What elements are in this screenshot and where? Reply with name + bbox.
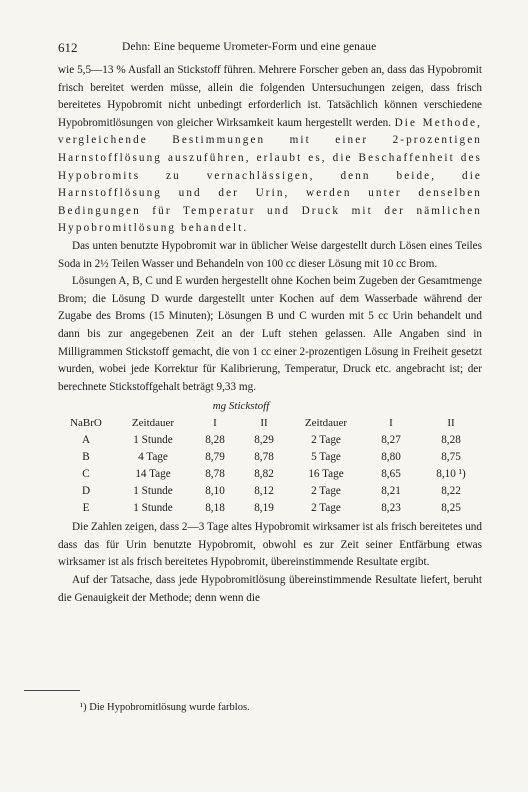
table-cell: 8,21: [381, 485, 401, 498]
table-header-cell: II: [260, 417, 268, 430]
table-group-header-row: [58, 398, 482, 415]
paragraph-1: [58, 62, 482, 238]
table-cell: 1 Stunde: [133, 502, 173, 515]
table-cell: 8,28: [205, 434, 225, 447]
paragraph-4: Die Zahlen zeigen, dass 2—3 Tage altes Hypobromit wirksamer ist als frisch bereitetes und dass das für Urin benutzte Hypobromit, obwohl es zur Zeit seiner Entfärbung etwas wirksamer ist als frisch bereitetes Hypobromit, übereinstimmende Resultate ergibt.: [58, 521, 482, 569]
table-cell: 4 Tage: [138, 451, 168, 464]
table-cell: C: [82, 468, 90, 481]
running-header: [58, 40, 482, 62]
results-table: [58, 398, 482, 517]
table-cell: 14 Tage: [135, 468, 171, 481]
table-cell: 2 Tage: [311, 434, 341, 447]
table-cell: 8,18: [205, 502, 225, 515]
table-group-header: mg Stickstoff: [212, 400, 270, 413]
table-body: [58, 432, 482, 517]
table-header-cell: Zeitdauer: [304, 417, 348, 430]
paragraph-1-spaced-text: Die Methode, vergleichende Bestimmungen mit einer 2-prozentigen Harnstofflösung auszuführen, erlaubt es, die Beschaffenheit des Hypobromits zu vernachlässigen, denn beide, die Harnstofflösung und der Urin, werden unter denselben Bedingungen für Temperatur und Druck mit der nämlichen Hypobromitlösung behandelt.: [58, 116, 483, 235]
table-cell: 8,78: [205, 468, 225, 481]
table-cell: 16 Tage: [308, 468, 344, 481]
table-cell: 8,27: [381, 434, 401, 447]
table-header-cell: I: [213, 417, 217, 430]
table-cell: 8,10: [205, 485, 225, 498]
table-header-cell: NaBrO: [70, 417, 102, 430]
table-cell: 8,23: [381, 502, 401, 515]
table-row: [58, 449, 482, 466]
table-header-cell: Zeitdauer: [131, 417, 175, 430]
table-cell: A: [81, 434, 91, 447]
table-cell: 8,78: [254, 451, 274, 464]
table-cell: 8,65: [381, 468, 401, 481]
table-cell: 8,12: [254, 485, 274, 498]
table-cell: 8,75: [441, 451, 461, 464]
body-text: [58, 62, 482, 607]
paragraph-3: Lösungen A, B, C und E wurden hergestellt ohne Kochen beim Zugeben der Gesamtmenge Brom; die Lösung D wurde dargestellt unter Kochen auf dem Wasserbade während der Zugabe des Broms (15 Minuten); Lösungen B und C wurden mit 5 cc Urin behandelt und dann bis zur angegebenen Zeit an der Luft stehen gelassen. Alle Angaben sind in Milligrammen Stickstoff gemacht, die von 1 cc einer 2-prozentigen Lösung in Freiheit gesetzt wurden, wobei jede Korrektur für Kalibrierung, Temperatur, Druck etc. angebracht ist; der berechnete Stickstoffgehalt beträgt 9,33 mg.: [58, 275, 482, 393]
table-row: [58, 500, 482, 517]
paragraph-2: Das unten benutzte Hypobromit war in üblicher Weise dargestellt durch Lösen eines Teiles Soda in 2½ Teilen Wasser und Behandeln von 100 cc dieser Lösung mit 10 cc Brom.: [58, 239, 482, 270]
table-cell: 8,80: [381, 451, 401, 464]
table-cell: 2 Tage: [311, 502, 341, 515]
table-cell: E: [82, 502, 90, 515]
table-cell: 8,79: [205, 451, 225, 464]
table-cell: 8,29: [254, 434, 274, 447]
page: [58, 40, 482, 607]
table-cell: 1 Stunde: [133, 434, 173, 447]
table-cell: 5 Tage: [311, 451, 341, 464]
table-header-cell: II: [447, 417, 455, 430]
table-cell: 8,22: [441, 485, 461, 498]
page-number: 612: [58, 40, 78, 55]
table-cell: 1 Stunde: [133, 485, 173, 498]
table-cell: 8,28: [441, 434, 461, 447]
table-cell: D: [81, 485, 91, 498]
running-title: Dehn: Eine bequeme Urometer-Form und eine genaue: [122, 41, 377, 53]
table-cell: 8,25: [441, 502, 461, 515]
footnote-rule: [24, 690, 80, 691]
table-row: [58, 466, 482, 483]
table-cell: 2 Tage: [311, 485, 341, 498]
table-row: [58, 483, 482, 500]
table-header-cell: I: [389, 417, 393, 430]
table-header-row: [58, 415, 482, 432]
paragraph-1-text: wie 5,5—13 % Ausfall an Stickstoff führen. Mehrere Forscher geben an, dass das Hypobromit frisch bereitet werden müsse, allein die folgenden Untersuchungen zeigen, dass frisch bereitetes Hypobromit nicht unbedingt erforderlich ist. Tatsächlich können verschiedene Hypobromitlösungen von gleicher Wirksamkeit kaum hergestellt werden.: [58, 64, 482, 129]
footnote: ¹) Die Hypobromitlösung wurde farblos.: [80, 702, 250, 713]
table-row: [58, 432, 482, 449]
paragraph-5: Auf der Tatsache, dass jede Hypobromitlösung übereinstimmende Resultate liefert, beruht die Genauigkeit der Methode; denn wenn die: [58, 574, 482, 604]
table-cell: 8,19: [254, 502, 274, 515]
table-cell: 8,10 ¹): [436, 468, 466, 481]
table-cell: 8,82: [254, 468, 274, 481]
table-cell: B: [82, 451, 90, 464]
